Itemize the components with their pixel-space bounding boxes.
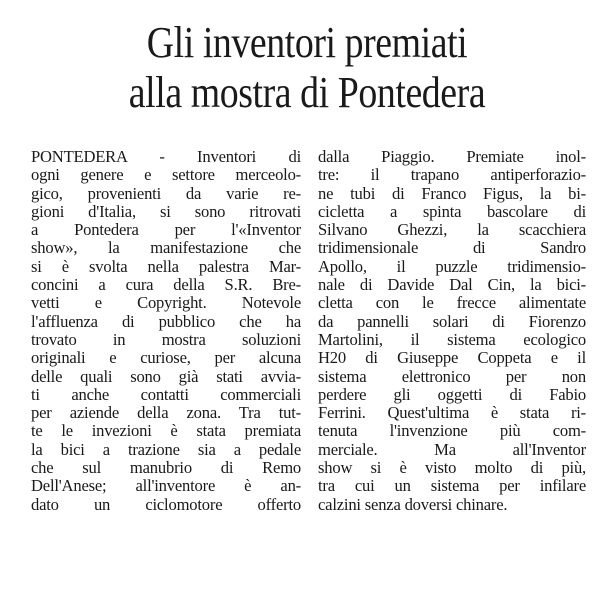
text-line: gico, provenienti da varie re- bbox=[31, 183, 301, 203]
text-line: l'affluenza di pubblico che ha bbox=[31, 311, 301, 331]
text-line: cicletta a spinta bascolare di bbox=[318, 201, 586, 221]
text-line: tra cui un sistema per infilare bbox=[318, 476, 586, 496]
text-line: ogni genere e settore merceolo- bbox=[31, 165, 301, 185]
text-line: Apollo, il puzzle tridimensio- bbox=[318, 256, 586, 276]
text-line: perdere gli oggetti di Fabio bbox=[318, 384, 586, 404]
text-line: si è svolta nella palestra Mar- bbox=[31, 256, 301, 276]
text-line: ti anche contatti commerciali bbox=[31, 384, 301, 404]
text-line: delle quali sono già stati avvia- bbox=[31, 366, 301, 386]
text-line: ne tubi di Franco Figus, la bi- bbox=[318, 183, 586, 203]
text-line: da pannelli solari di Fiorenzo bbox=[318, 311, 586, 331]
text-line: dato un ciclomotore offerto bbox=[31, 494, 301, 514]
text-line: H20 di Giuseppe Coppeta e il bbox=[318, 348, 586, 368]
article-headline bbox=[43, 18, 571, 118]
text-line: gioni d'Italia, si sono ritrovati bbox=[31, 201, 301, 221]
headline-line-1: Gli inventori premiati bbox=[146, 18, 468, 67]
text-line: trovato in mostra soluzioni bbox=[31, 329, 301, 349]
article-column-right bbox=[318, 148, 586, 514]
text-line: Ferrini. Quest'ultima è stata ri- bbox=[318, 403, 586, 423]
text-line: vetti e Copyright. Notevole bbox=[31, 293, 301, 313]
text-line: cletta con le frecce alimentate bbox=[318, 293, 586, 313]
text-line: show», la manifestazione che bbox=[31, 238, 301, 258]
text-line: per aziende della zona. Tra tut- bbox=[31, 403, 301, 423]
text-line: originali e curiose, per alcuna bbox=[31, 348, 301, 368]
text-line: tridimensionale di Sandro bbox=[318, 238, 586, 258]
text-line: che sul manubrio di Remo bbox=[31, 458, 301, 478]
text-line: merciale. Ma all'Inventor bbox=[318, 439, 586, 459]
text-line: dalla Piaggio. Premiate inol- bbox=[318, 147, 586, 166]
article-column-left bbox=[31, 148, 301, 514]
text-line: Martolini, il sistema ecologico bbox=[318, 329, 586, 349]
text-line: tenuta l'invenzione più com- bbox=[318, 421, 586, 441]
text-line: la bici a trazione sia a pedale bbox=[31, 439, 301, 459]
text-line: calzini senza doversi chinare. bbox=[318, 494, 508, 514]
text-line: show si è visto molto di più, bbox=[318, 458, 586, 478]
text-line: concini a cura della S.R. Bre- bbox=[31, 275, 301, 295]
text-line: nale di Davide Dal Cin, la bici- bbox=[318, 275, 586, 295]
text-line: Silvano Ghezzi, la scacchiera bbox=[318, 220, 586, 240]
headline-line-2: alla mostra di Pontedera bbox=[128, 68, 486, 117]
text-line: Dell'Anese; all'inventore è an- bbox=[31, 476, 301, 496]
text-line: te le invezioni è stata premiata bbox=[31, 421, 301, 441]
text-line: tre: il trapano antiperforazio- bbox=[318, 165, 586, 185]
text-line: sistema elettronico per non bbox=[318, 366, 586, 386]
text-line: PONTEDERA - Inventori di bbox=[31, 147, 301, 166]
text-line: a Pontedera per l'«Inventor bbox=[31, 220, 301, 240]
